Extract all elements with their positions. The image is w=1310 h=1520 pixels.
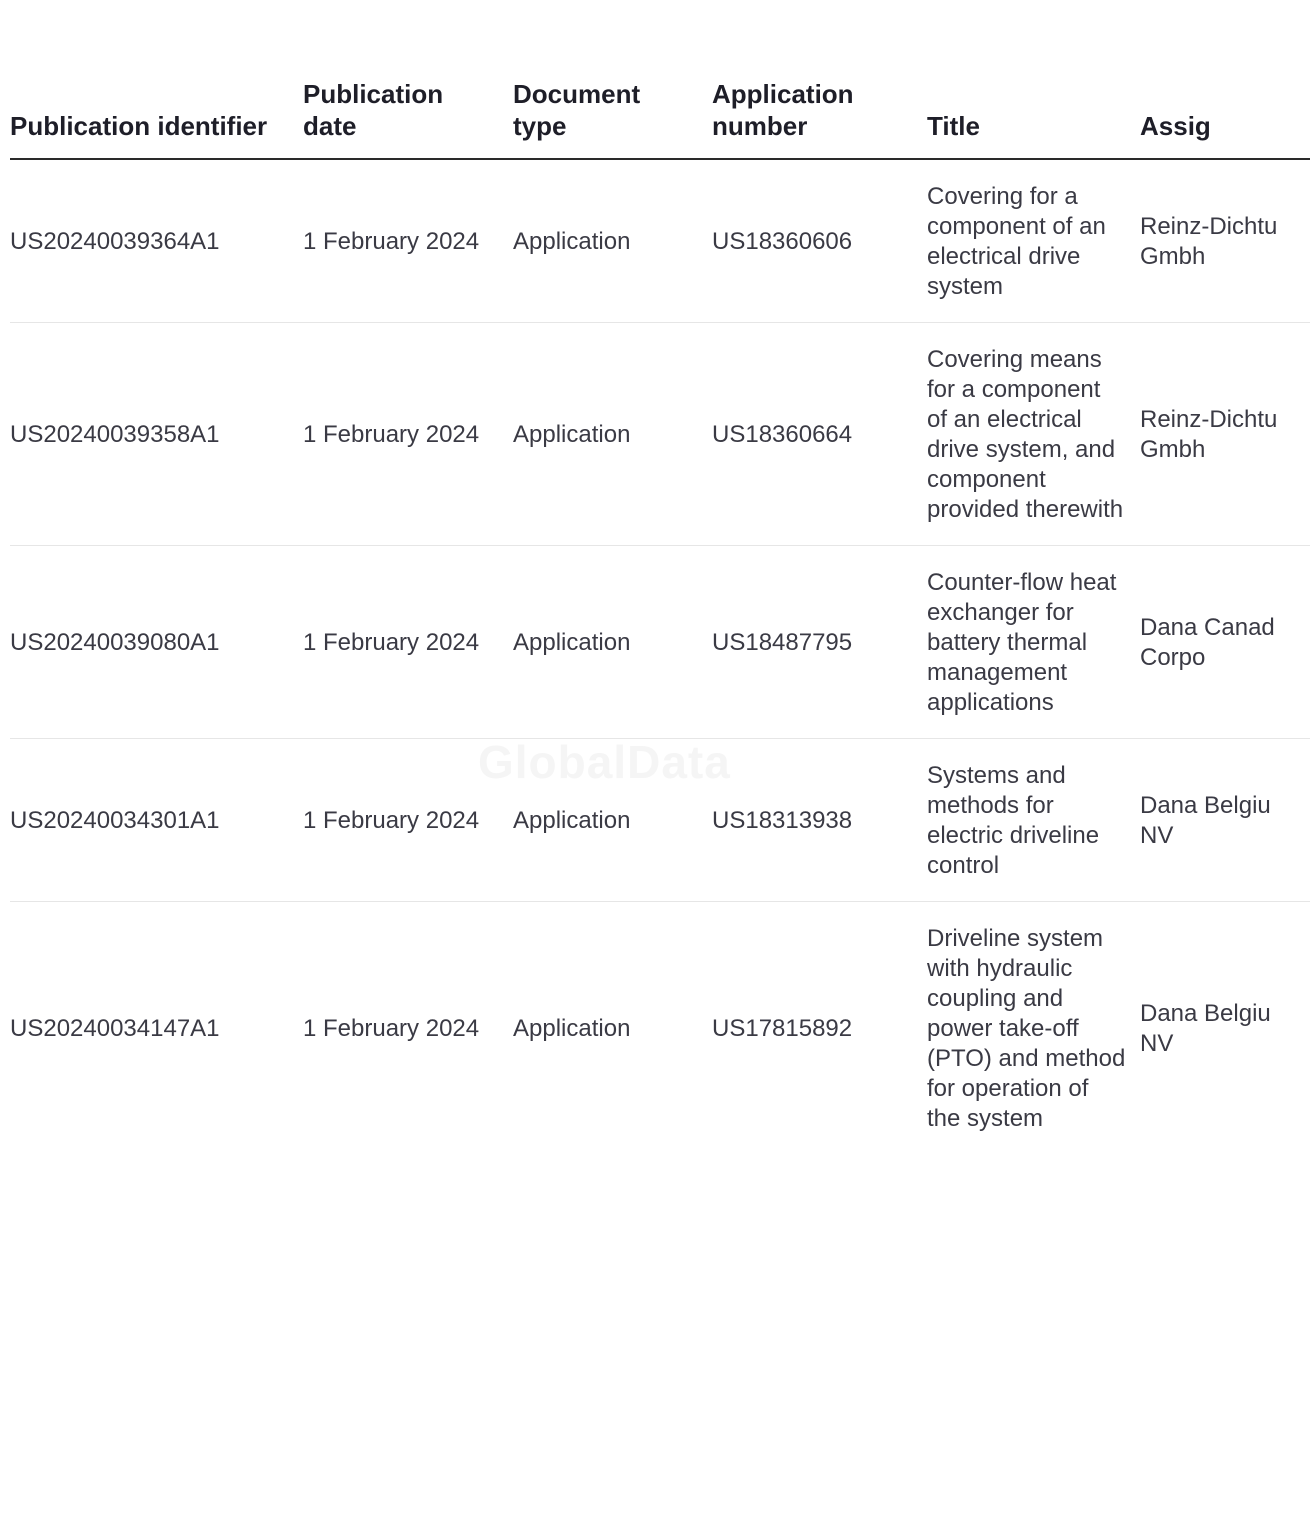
cell-publication-identifier: US20240039358A1: [10, 323, 303, 546]
cell-document-type: Application: [513, 323, 712, 546]
cell-document-type: Application: [513, 1015, 631, 1042]
cell-application-number: US18313938: [712, 739, 927, 902]
table-header-row: [10, 78, 1310, 159]
cell-title: Covering for a component of an electrical drive system: [927, 159, 1140, 323]
cell-publication-date: 1 February 2024: [303, 159, 513, 323]
cell-title: Covering means for a component of an electrical drive system, and component provided therewith: [927, 323, 1140, 546]
cell-application-number: US18487795: [712, 546, 927, 739]
cell-application-number: US18360664: [712, 323, 927, 546]
cell-assignee: Reinz-Dichtu Gmbh: [1140, 323, 1310, 546]
cell-title: Counter-flow heat exchanger for battery thermal management applications: [927, 546, 1140, 739]
cell-publication-date: 1 February 2024: [303, 323, 513, 546]
header-application-number: Application number: [712, 78, 927, 159]
cell-publication-identifier: US20240034301A1: [10, 739, 303, 902]
table-row: [10, 902, 1310, 1155]
cell-publication-identifier: US20240034147A1: [10, 1015, 220, 1042]
cell-document-type: Application: [513, 739, 712, 902]
cell-title: Driveline system with hydraulic coupling and power take-off (PTO) and method for operation of the system: [927, 925, 1126, 1132]
patent-table: [10, 78, 1310, 1154]
header-assignee: Assig: [1140, 78, 1310, 159]
header-publication-date: Publication date: [303, 78, 513, 159]
table-row: [10, 159, 1310, 323]
header-title: Title: [927, 78, 1140, 159]
patent-table-viewport[interactable]: [10, 0, 1278, 1520]
table-row: [10, 546, 1310, 739]
cell-assignee: Dana Belgiu NV: [1140, 739, 1310, 902]
cell-title: Systems and methods for electric driveline control: [927, 739, 1140, 902]
cell-document-type: Application: [513, 546, 712, 739]
cell-publication-date: 1 February 2024: [303, 739, 513, 902]
header-document-type: Document type: [513, 78, 712, 159]
table-row: [10, 739, 1310, 902]
globaldata-watermark: GlobalData: [478, 736, 731, 788]
cell-assignee: Dana Belgiu NV: [1140, 1000, 1271, 1057]
cell-publication-identifier: US20240039364A1: [10, 159, 303, 323]
table-row: [10, 323, 1310, 546]
cell-publication-identifier: US20240039080A1: [10, 546, 303, 739]
cell-publication-date: 1 February 2024: [303, 1015, 480, 1042]
cell-application-number: US18360606: [712, 159, 927, 323]
cell-assignee: Reinz-Dichtu Gmbh: [1140, 159, 1310, 323]
header-publication-identifier: Publication identifier: [10, 78, 303, 159]
cell-publication-date: 1 February 2024: [303, 546, 513, 739]
cell-application-number: US17815892: [712, 1015, 853, 1042]
cell-document-type: Application: [513, 159, 712, 323]
cell-assignee: Dana Canad Corpo: [1140, 546, 1310, 739]
